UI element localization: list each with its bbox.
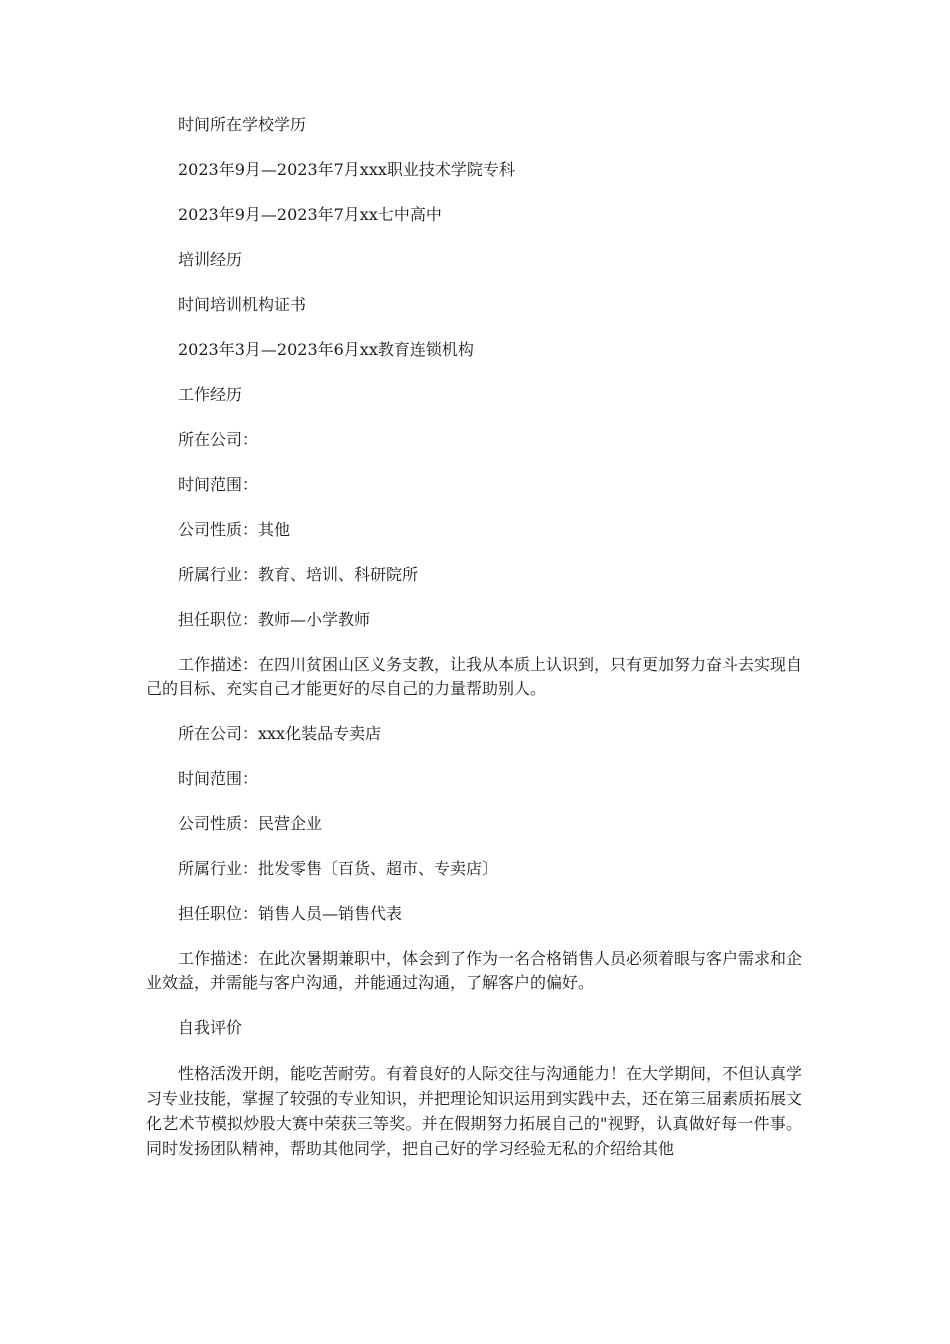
job-description: 工作描述：在此次暑期兼职中，体会到了作为一名合格销售人员必须着眼与客户需求和企业效益，并需能与客户沟通，并能通过沟通，了解客户的偏好。 (146, 949, 803, 992)
job-industry: 所属行业：批发零售〔百货、超市、专卖店〕 (178, 859, 499, 878)
self-evaluation-text: 性格活泼开朗，能吃苦耐劳。有着良好的人际交往与沟通能力！在大学期间，不但认真学习专业技能，掌握了较强的专业知识，并把理论知识运用到实践中去，还在第三届素质拓展文化艺术节模拟炒股大赛中荣获三等奖。并在假期努力拓展自己的"视野，认真做好每一件事。同时发扬团队精神，帮助其他同学，把自己好的学习经验无私的介绍给其他 (146, 1064, 803, 1158)
job-position: 担任职位：销售人员—销售代表 (178, 904, 403, 923)
work-title: 工作经历 (178, 385, 243, 404)
job-nature: 公司性质：民营企业 (178, 814, 323, 833)
training-row: 2023年3月—2023年6月xx教育连锁机构 (178, 340, 474, 359)
training-title: 培训经历 (178, 250, 243, 269)
self-evaluation-title: 自我评价 (178, 1018, 243, 1037)
training-header: 时间培训机构证书 (178, 295, 307, 314)
education-header: 时间所在学校学历 (178, 115, 307, 134)
job-description: 工作描述：在四川贫困山区义务支教，让我从本质上认识到，只有更加努力奋斗去实现自己的目标、充实自己才能更好的尽自己的力量帮助别人。 (146, 655, 803, 698)
job-period: 时间范围： (178, 475, 259, 494)
job-industry: 所属行业：教育、培训、科研院所 (178, 565, 419, 584)
education-row: 2023年9月—2023年7月xx七中高中 (178, 205, 442, 224)
job-nature: 公司性质：其他 (178, 520, 291, 539)
job-position: 担任职位：教师—小学教师 (178, 610, 371, 629)
job-company: 所在公司： (178, 430, 259, 449)
resume-content (146, 113, 802, 1182)
education-row: 2023年9月—2023年7月xxx职业技术学院专科 (178, 160, 515, 179)
job-period: 时间范围： (178, 769, 259, 788)
job-company: 所在公司：xxx化装品专卖店 (178, 724, 382, 743)
